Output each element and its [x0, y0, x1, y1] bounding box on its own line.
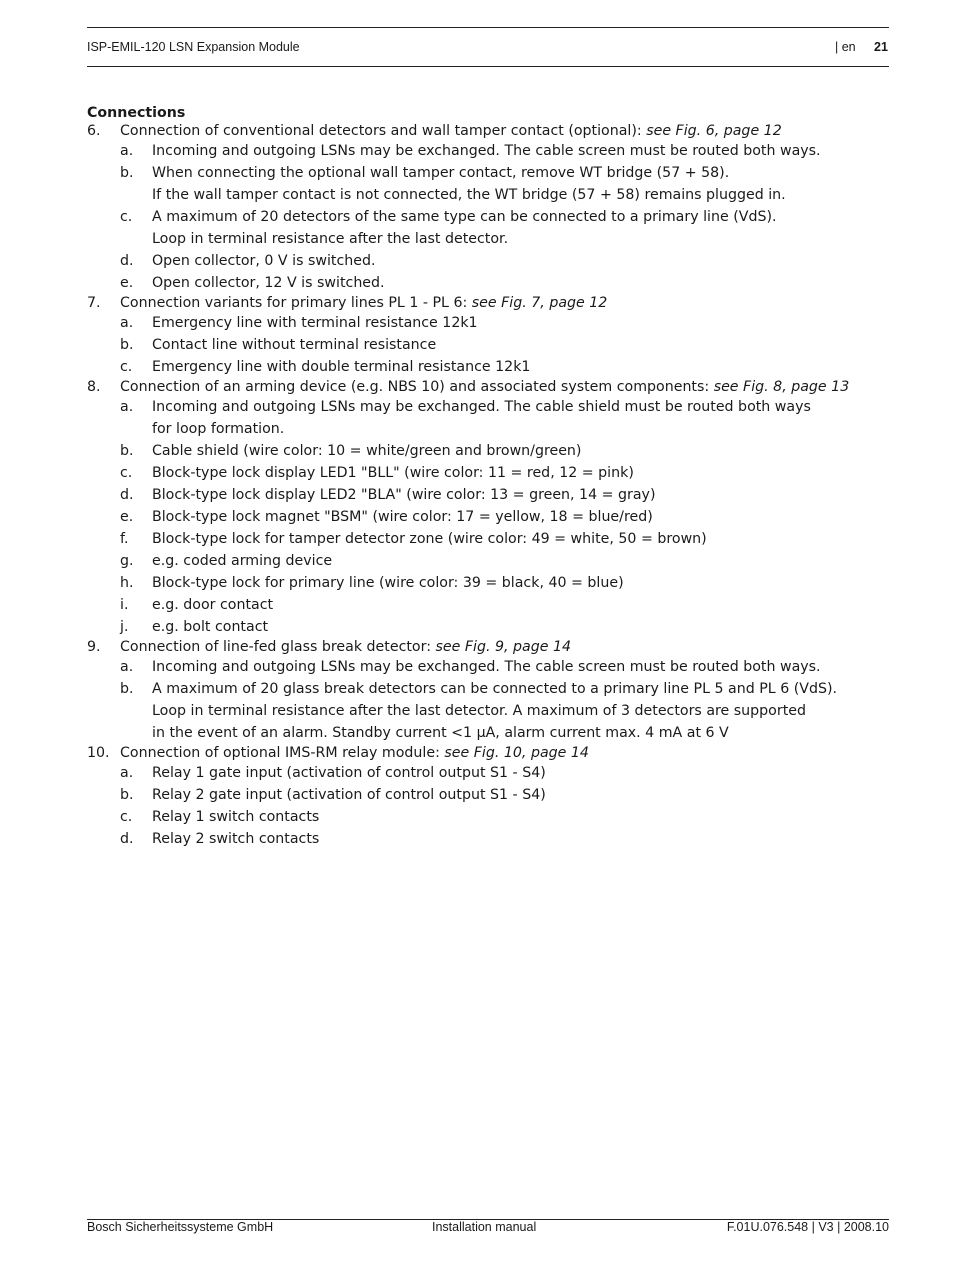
sub-item	[87, 250, 889, 272]
list-item	[87, 744, 889, 762]
page-number: 21	[874, 40, 888, 54]
item-text	[120, 638, 571, 656]
sub-item-letter: a.	[120, 399, 134, 415]
sub-item-letter: a.	[120, 659, 134, 675]
list-item	[87, 638, 889, 656]
sub-item-letter: c.	[120, 209, 133, 225]
sub-item-letter: h.	[120, 575, 134, 591]
item-number: 9.	[87, 639, 101, 655]
figure-reference: see Fig. 6, page 12	[646, 123, 782, 139]
sub-item	[87, 762, 889, 784]
list-item	[87, 378, 889, 396]
sub-item	[87, 334, 889, 356]
header-top-rule	[87, 27, 889, 28]
numbered-list	[87, 122, 889, 850]
sub-item	[87, 550, 889, 572]
sub-item-line: A maximum of 20 detectors of the same type can be connected to a primary line (VdS).	[152, 209, 777, 225]
sub-item	[87, 396, 889, 440]
sub-item	[87, 140, 889, 162]
sub-item-line: Incoming and outgoing LSNs may be exchanged. The cable shield must be routed both ways	[152, 399, 811, 415]
sub-item-line: Cable shield (wire color: 10 = white/green and brown/green)	[152, 443, 582, 459]
header-title: ISP-EMIL-120 LSN Expansion Module	[87, 40, 300, 54]
item-description: Connection variants for primary lines PL 1 - PL 6:	[120, 295, 472, 311]
item-text	[120, 378, 849, 396]
sub-item	[87, 784, 889, 806]
sub-item	[87, 484, 889, 506]
sub-item-letter: e.	[120, 275, 134, 291]
sub-item-line: in the event of an alarm. Standby current <1 µA, alarm current max. 4 mA at 6 V	[152, 725, 729, 741]
sub-item-line: Block-type lock for primary line (wire color: 39 = black, 40 = blue)	[152, 575, 624, 591]
sub-item-letter: i.	[120, 597, 129, 613]
sub-item-letter: d.	[120, 831, 134, 847]
sub-item-letter: b.	[120, 787, 134, 803]
sub-item	[87, 272, 889, 294]
sub-item	[87, 806, 889, 828]
sub-item	[87, 162, 889, 206]
sub-item-line: Block-type lock display LED1 "BLL" (wire color: 11 = red, 12 = pink)	[152, 465, 634, 481]
sub-item-line: Emergency line with double terminal resistance 12k1	[152, 359, 531, 375]
document-body	[87, 104, 889, 850]
footer-company: Bosch Sicherheitssysteme GmbH	[87, 1220, 274, 1234]
sub-item-letter: e.	[120, 509, 134, 525]
sub-item-letter: b.	[120, 681, 134, 697]
sub-item-line: Loop in terminal resistance after the last detector. A maximum of 3 detectors are supported	[152, 703, 806, 719]
sub-item-line: A maximum of 20 glass break detectors can be connected to a primary line PL 5 and PL 6 (VdS).	[152, 681, 838, 697]
sub-item-letter: b.	[120, 165, 134, 181]
sub-item	[87, 312, 889, 334]
item-description: Connection of an arming device (e.g. NBS 10) and associated system components:	[120, 379, 714, 395]
sub-item-letter: a.	[120, 143, 134, 159]
sub-item-line: e.g. coded arming device	[152, 553, 333, 569]
sub-item-letter: d.	[120, 253, 134, 269]
list-item	[87, 122, 889, 140]
sub-item-letter: b.	[120, 337, 134, 353]
sub-item	[87, 528, 889, 550]
sub-item	[87, 462, 889, 484]
sub-item-line: Relay 1 gate input (activation of control output S1 - S4)	[152, 765, 546, 781]
sub-item	[87, 656, 889, 678]
sub-item	[87, 440, 889, 462]
sub-item-line: Relay 1 switch contacts	[152, 809, 320, 825]
sub-item-line: Incoming and outgoing LSNs may be exchanged. The cable screen must be routed both ways.	[152, 143, 821, 159]
sub-item-letter: a.	[120, 315, 134, 331]
item-description: Connection of conventional detectors and wall tamper contact (optional):	[120, 123, 647, 139]
figure-reference: see Fig. 10, page 14	[444, 745, 589, 761]
figure-reference: see Fig. 7, page 12	[471, 295, 608, 311]
sub-item	[87, 572, 889, 594]
item-description: Connection of optional IMS-RM relay module:	[120, 745, 445, 761]
sub-item-line: Contact line without terminal resistance	[152, 337, 437, 353]
sub-item	[87, 616, 889, 638]
item-number: 10.	[87, 745, 110, 761]
sub-item-letter: g.	[120, 553, 134, 569]
sub-item-line: Block-type lock for tamper detector zone (wire color: 49 = white, 50 = brown)	[152, 531, 707, 547]
sub-item	[87, 594, 889, 616]
sub-item-line: e.g. door contact	[152, 597, 274, 613]
sub-item-line: Open collector, 0 V is switched.	[152, 253, 376, 269]
sub-item-letter: c.	[120, 809, 133, 825]
sub-item-letter: b.	[120, 443, 134, 459]
sub-item-letter: j.	[120, 619, 129, 635]
header-language: | en	[835, 40, 856, 54]
item-number: 7.	[87, 295, 101, 311]
sub-item-line: Relay 2 switch contacts	[152, 831, 320, 847]
sub-item	[87, 828, 889, 850]
sub-item-letter: a.	[120, 765, 134, 781]
figure-reference: see Fig. 8, page 13	[713, 379, 850, 395]
sub-item-letter: c.	[120, 465, 133, 481]
footer-doc-type: Installation manual	[432, 1220, 537, 1234]
sub-item-letter: c.	[120, 359, 133, 375]
sub-item-line: for loop formation.	[152, 421, 285, 437]
sub-item	[87, 506, 889, 528]
sub-item	[87, 356, 889, 378]
section-title: Connections	[87, 105, 186, 121]
header-bottom-rule	[87, 66, 889, 67]
footer-doc-id: F.01U.076.548 | V3 | 2008.10	[726, 1220, 889, 1234]
sub-item-line: Incoming and outgoing LSNs may be exchanged. The cable screen must be routed both ways.	[152, 659, 821, 675]
sub-item-line: Loop in terminal resistance after the last detector.	[152, 231, 509, 247]
sub-item	[87, 206, 889, 250]
sub-item-line: If the wall tamper contact is not connected, the WT bridge (57 + 58) remains plugged in.	[152, 187, 786, 203]
list-item	[87, 294, 889, 312]
item-text	[120, 294, 607, 312]
sub-item-letter: d.	[120, 487, 134, 503]
sub-item-line: Open collector, 12 V is switched.	[152, 275, 385, 291]
sub-item-line: Block-type lock display LED2 "BLA" (wire color: 13 = green, 14 = gray)	[152, 487, 656, 503]
sub-item-line: e.g. bolt contact	[152, 619, 269, 635]
item-text	[120, 744, 589, 762]
item-number: 8.	[87, 379, 101, 395]
sub-item-letter: f.	[120, 531, 129, 547]
sub-item	[87, 678, 889, 744]
item-description: Connection of line-fed glass break detector:	[120, 639, 436, 655]
figure-reference: see Fig. 9, page 14	[435, 639, 572, 655]
item-text	[120, 122, 782, 140]
sub-item-line: Relay 2 gate input (activation of control output S1 - S4)	[152, 787, 546, 803]
sub-item-line: When connecting the optional wall tamper contact, remove WT bridge (57 + 58).	[152, 165, 730, 181]
sub-item-line: Emergency line with terminal resistance 12k1	[152, 315, 478, 331]
item-number: 6.	[87, 123, 101, 139]
sub-item-line: Block-type lock magnet "BSM" (wire color: 17 = yellow, 18 = blue/red)	[152, 509, 653, 525]
